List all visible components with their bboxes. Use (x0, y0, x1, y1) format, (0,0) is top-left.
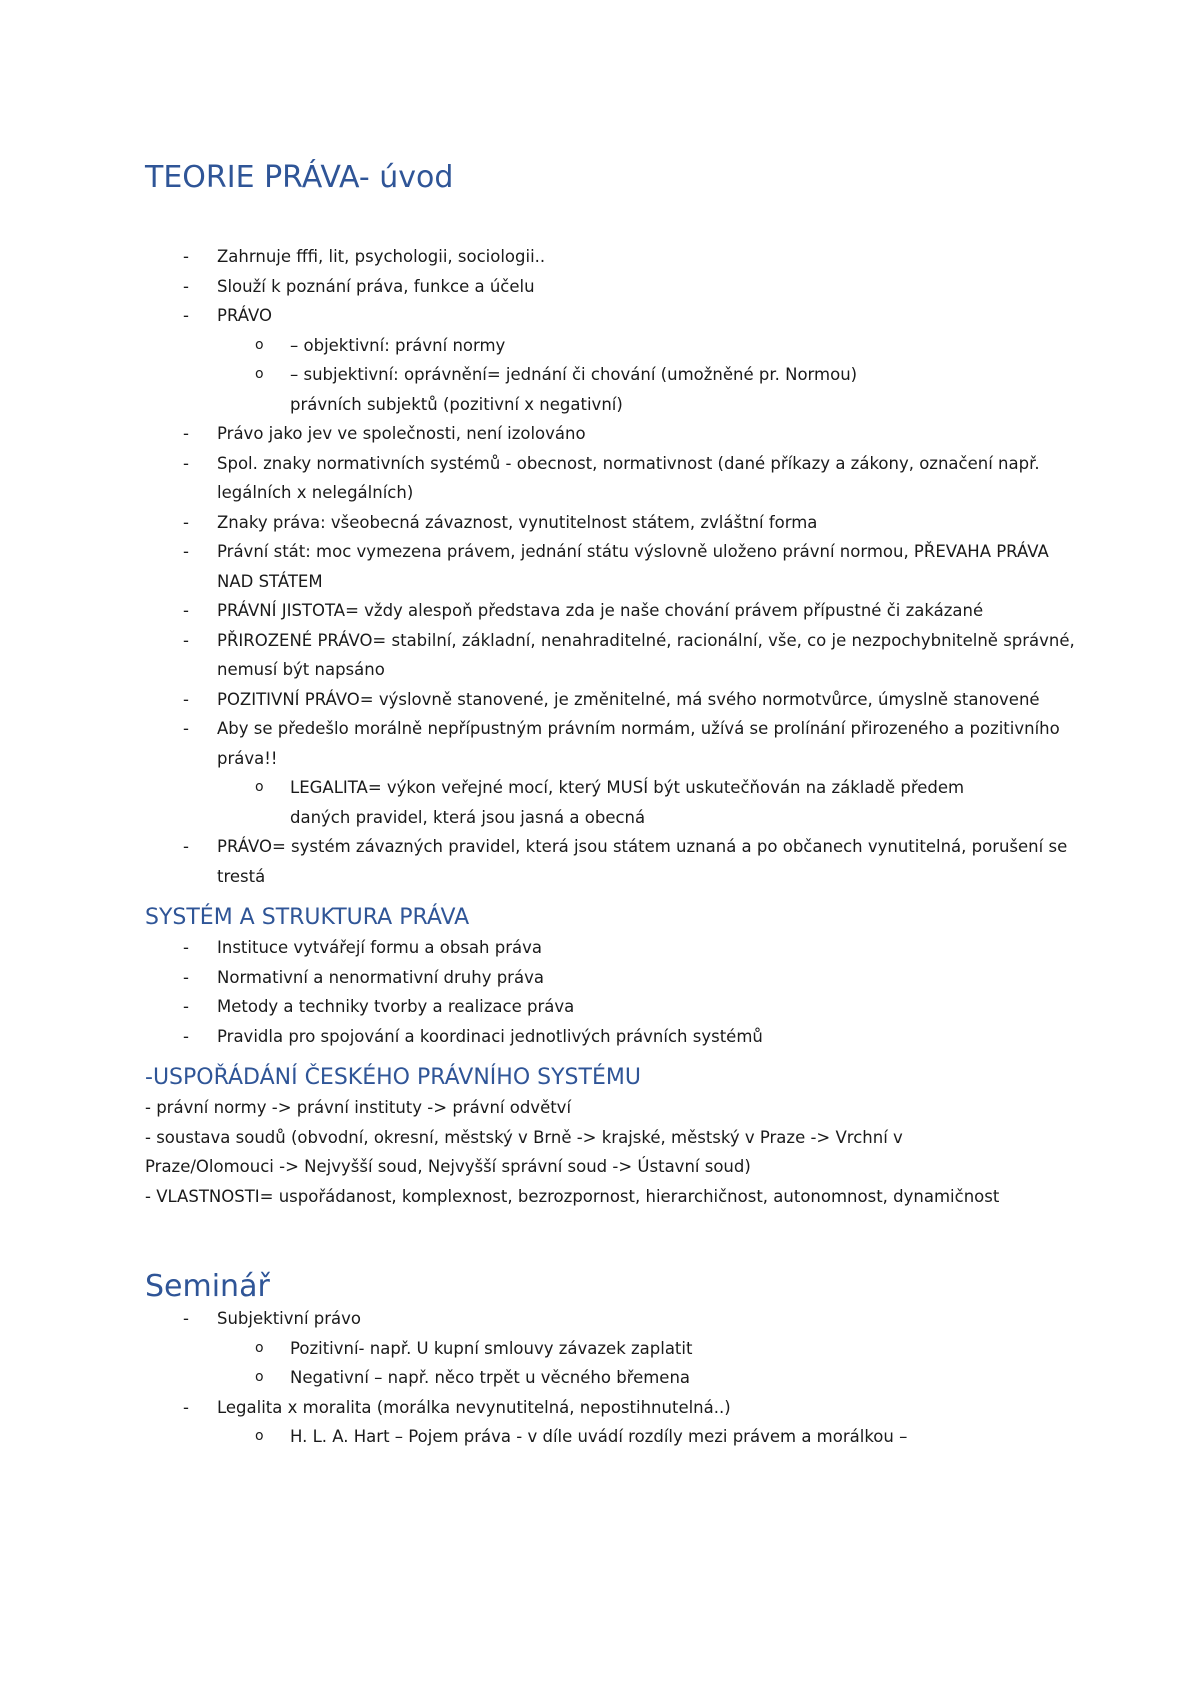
list-item (145, 963, 1075, 993)
list-item (145, 1393, 1075, 1423)
dash-bullet-icon: - (183, 1309, 189, 1328)
list-item (145, 685, 1075, 715)
heading-teorie: TEORIE PRÁVA- úvod (145, 160, 454, 195)
heading-system: SYSTÉM A STRUKTURA PRÁVA (145, 905, 470, 930)
list-item-text: LEGALITA= výkon veřejné mocí, který MUSÍ být uskutečňován na základě předem daných pravidel, která jsou jasná a obecná (290, 778, 965, 827)
dash-bullet-icon: - (183, 247, 189, 266)
list-item (145, 992, 1075, 1022)
paragraph: - právní normy -> právní instituty -> právní odvětví (145, 1098, 572, 1117)
list-seminar (145, 1304, 1075, 1452)
dash-bullet-icon: - (183, 719, 189, 738)
dash-bullet-icon: - (183, 601, 189, 620)
list-item (145, 1022, 1075, 1052)
list-item-text: Subjektivní právo (217, 1309, 362, 1328)
list-item-text: – objektivní: právní normy (290, 335, 506, 355)
dash-bullet-icon: - (183, 453, 189, 473)
list-item-text: Negativní – např. něco trpět u věcného břemena (290, 1368, 691, 1387)
dash-bullet-icon: - (183, 306, 189, 325)
dash-bullet-icon: - (183, 1026, 189, 1046)
list-item (145, 537, 1075, 596)
list-item-text: PRÁVO= systém závazných pravidel, která jsou státem uznaná a po občanech vynutitelná, porušení se trestá (217, 837, 1068, 886)
list-item (145, 596, 1075, 626)
sub-list-item (145, 1363, 1075, 1393)
list-item (145, 508, 1075, 538)
dash-bullet-icon: - (183, 424, 189, 443)
dash-bullet-icon: - (183, 997, 189, 1016)
list-item (145, 242, 1075, 272)
circle-bullet-icon: o (255, 366, 264, 382)
list-item-text: Spol. znaky normativních systémů - obecnost, normativnost (dané příkazy a zákony, označení např. legálních x nelegálních) (217, 453, 1040, 502)
sub-list-item (145, 1334, 1075, 1364)
list-item-text: Právo jako jev ve společnosti, není izolováno (217, 424, 586, 443)
heading-seminar: Seminář (145, 1269, 270, 1304)
circle-bullet-icon: o (255, 1428, 264, 1444)
list-item-text: POZITIVNÍ PRÁVO= výslovně stanovené, je změnitelné, má svého normotvůrce, úmyslně stanovené (217, 689, 1040, 709)
dash-bullet-icon: - (183, 512, 189, 532)
dash-bullet-icon: - (183, 276, 189, 296)
dash-bullet-icon: - (183, 967, 189, 987)
document-content (145, 160, 1075, 1452)
sub-list-item (145, 773, 1075, 832)
list-item-text: H. L. A. Hart – Pojem práva - v díle uvádí rozdíly mezi právem a morálkou – (290, 1427, 908, 1446)
dash-bullet-icon: - (183, 542, 189, 561)
circle-bullet-icon: o (255, 779, 264, 795)
list-item-text: Legalita x moralita (morálka nevynutitelná, nepostihnutelná..) (217, 1397, 731, 1417)
list-item-text: PRÁVO (217, 306, 272, 325)
list-item-text: Normativní a nenormativní druhy práva (217, 967, 544, 987)
list-item (145, 419, 1075, 449)
list-item (145, 449, 1075, 508)
circle-bullet-icon: o (255, 1369, 264, 1385)
list-item-text: Zahrnuje fffi, lit, psychologii, sociologii.. (217, 247, 546, 266)
list-item-text: Aby se předešlo morálně nepřípustným právním normám, užívá se prolínání přirozeného a pozitivního práva!! (217, 719, 1060, 768)
dash-bullet-icon: - (183, 689, 189, 709)
dash-bullet-icon: - (183, 1397, 189, 1417)
dash-bullet-icon: - (183, 837, 189, 856)
list-item-text: PRÁVNÍ JISTOTA= vždy alespoň představa zda je naše chování právem přípustné či zakázané (217, 601, 984, 620)
list-item-text: PŘIROZENÉ PRÁVO= stabilní, základní, nenahraditelné, racionální, vše, co je nezpochybnitelně správné, nemusí být napsáno (217, 630, 1075, 679)
dash-bullet-icon: - (183, 630, 189, 650)
sub-list-item (145, 1422, 1075, 1452)
list-item-text: – subjektivní: oprávnění= jednání či chování (umožněné pr. Normou) právních subjektů (pozitivní x negativní) (290, 365, 858, 414)
list-item-text: Metody a techniky tvorby a realizace práva (217, 997, 575, 1016)
list-item (145, 933, 1075, 963)
list-item (145, 626, 1075, 685)
list-item-text: Instituce vytvářejí formu a obsah práva (217, 938, 542, 957)
circle-bullet-icon: o (255, 336, 264, 353)
heading-usporadani: -USPOŘÁDÁNÍ ČESKÉHO PRÁVNÍHO SYSTÉMU (145, 1065, 641, 1090)
list-item (145, 301, 1075, 331)
list-item (145, 272, 1075, 302)
list-item (145, 832, 1075, 891)
list-item-text: Pravidla pro spojování a koordinaci jednotlivých právních systémů (217, 1026, 763, 1046)
list-item (145, 714, 1075, 773)
paragraph: - VLASTNOSTI= uspořádanost, komplexnost, bezrozpornost, hierarchičnost, autonomnost, dynamičnost (145, 1186, 1000, 1206)
circle-bullet-icon: o (255, 1339, 264, 1356)
list-item-text: Právní stát: moc vymezena právem, jednání státu výslovně uloženo právní normou, PŘEVAHA PRÁVA NAD STÁTEM (217, 542, 1049, 591)
dash-bullet-icon: - (183, 938, 189, 957)
sub-list-item (145, 360, 1075, 419)
list-item-text: Slouží k poznání práva, funkce a účelu (217, 276, 535, 296)
list-teorie (145, 242, 1075, 891)
list-item-text: Pozitivní- např. U kupní smlouvy závazek zaplatit (290, 1338, 693, 1358)
list-system (145, 933, 1075, 1051)
paragraph: - soustava soudů (obvodní, okresní, městský v Brně -> krajské, městský v Praze -> Vrchní v Praze/Olomouci -> Nejvyšší soud, Nejvyšší správní soud -> Ústavní soud) (145, 1127, 903, 1176)
list-item (145, 1304, 1075, 1334)
sub-list-item (145, 331, 1075, 361)
list-item-text: Znaky práva: všeobecná závaznost, vynutitelnost státem, zvláštní forma (217, 512, 818, 532)
